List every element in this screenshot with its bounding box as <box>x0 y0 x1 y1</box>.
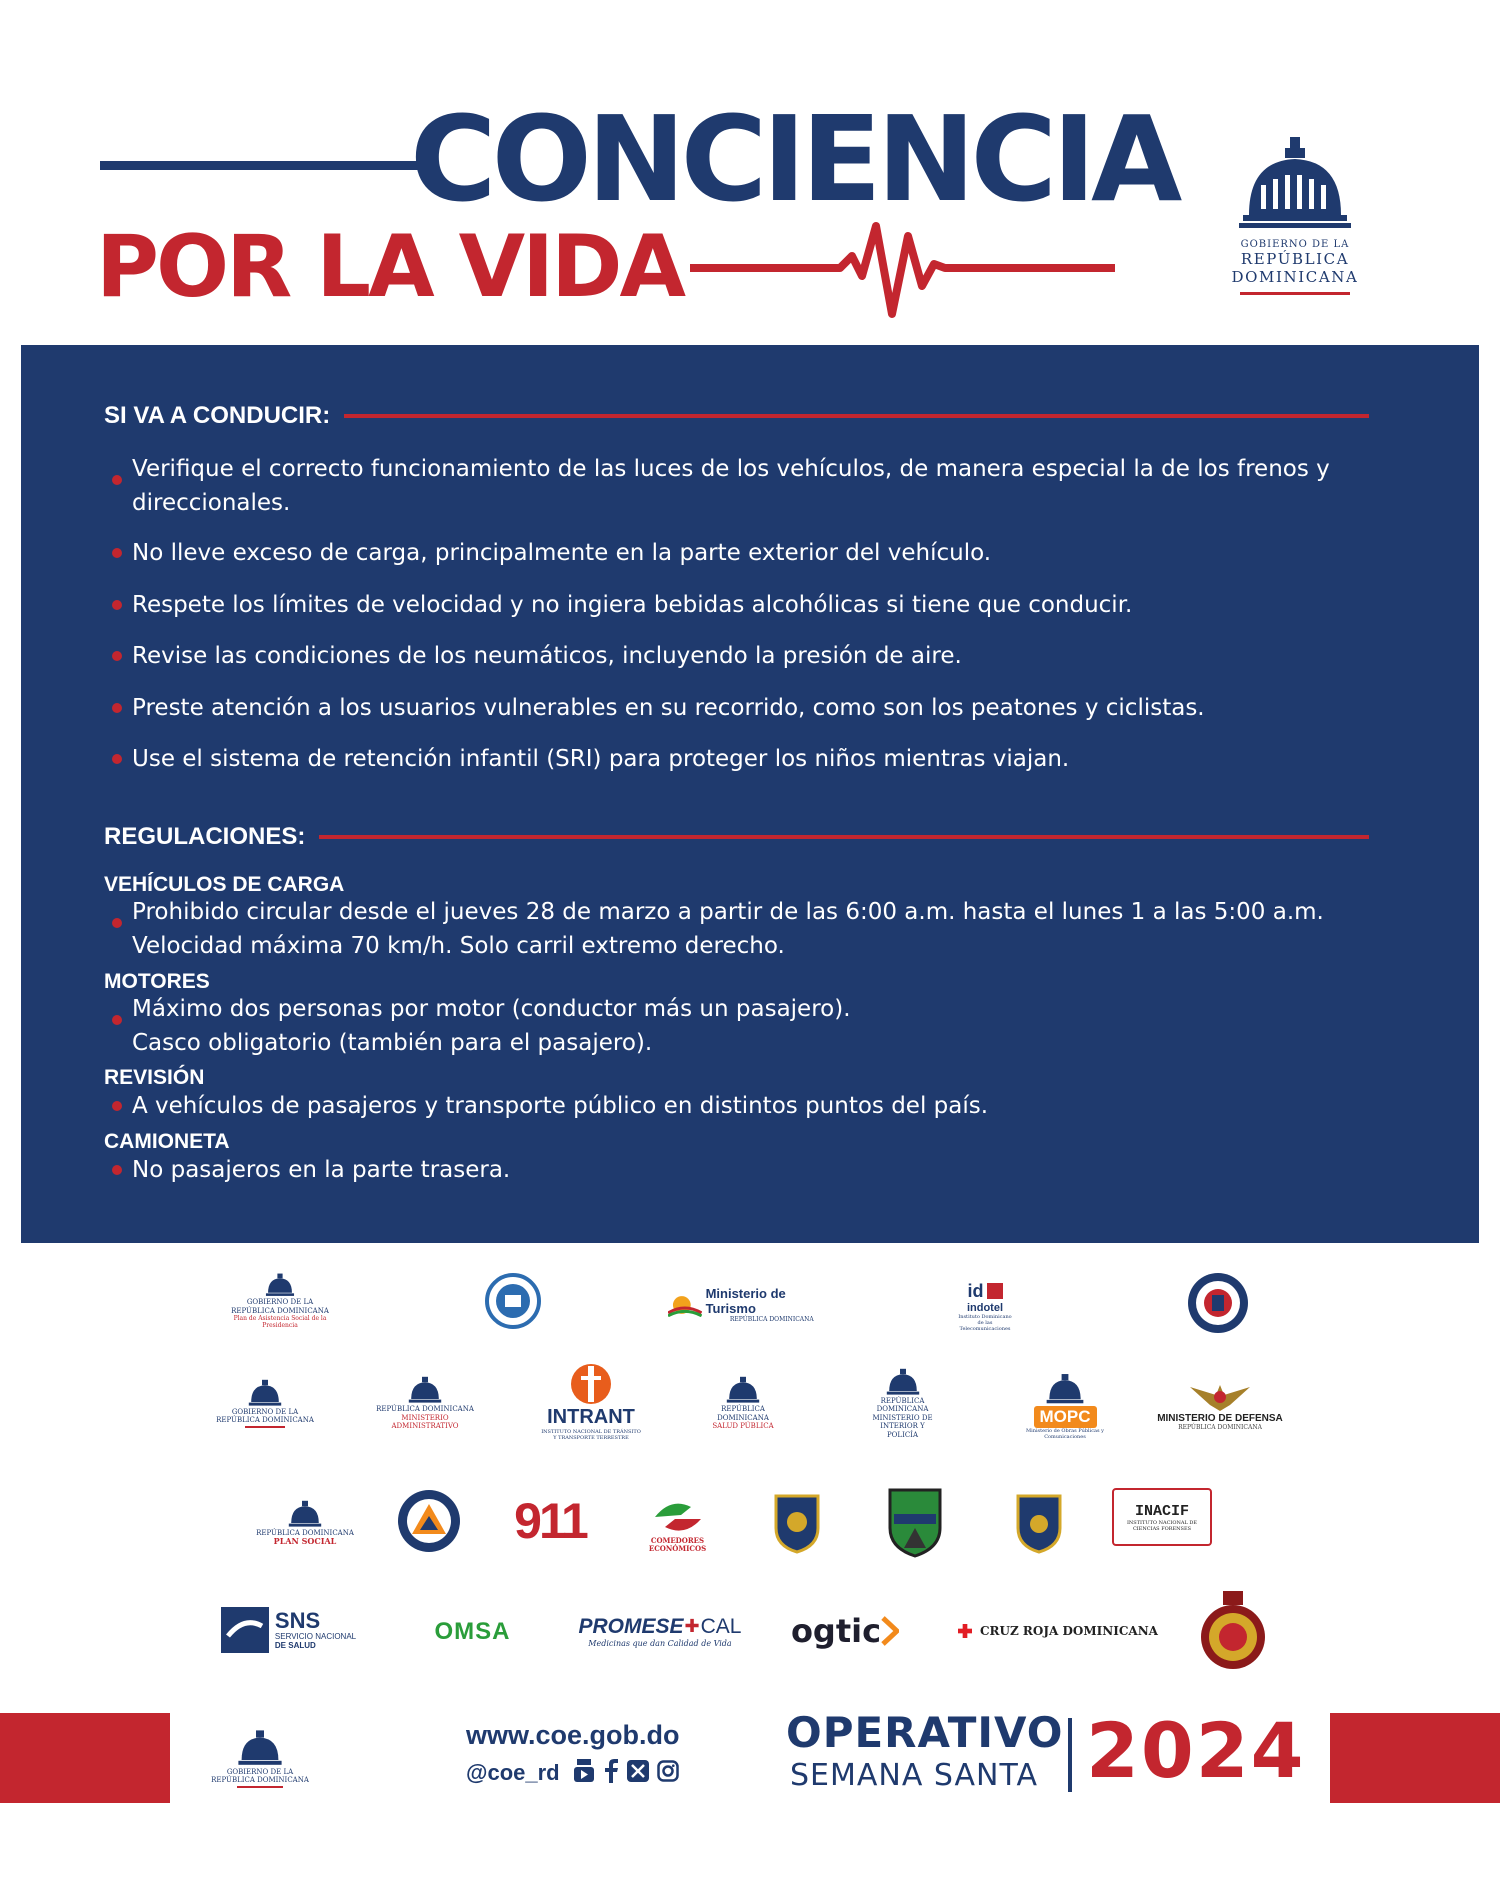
bullet-icon <box>112 475 122 485</box>
promese-cross-icon: ✚ <box>684 1616 700 1636</box>
list-item-text: Casco obligatorio (también para el pasajero). <box>132 1030 653 1056</box>
reg-title-motores: MOTORES <box>104 970 210 993</box>
list-item-text: No lleve exceso de carga, principalmente en la parte exterior del vehículo. <box>132 540 992 566</box>
logo-caption: Ministerio de Obras Públicas y Comunicaciones <box>1026 1428 1104 1440</box>
logo-text: OMSA <box>434 1618 511 1645</box>
x-twitter-icon[interactable] <box>627 1760 649 1782</box>
operativo-title: OPERATIVO <box>786 1708 1064 1757</box>
logo-text: CRUZ ROJA DOMINICANA <box>980 1624 1158 1638</box>
red-cross-icon <box>958 1610 972 1652</box>
armada-seal-icon <box>1186 1271 1250 1335</box>
dome-icon <box>263 1272 297 1298</box>
logo-policia-nacional <box>770 1490 824 1556</box>
bullet-icon <box>112 1101 122 1111</box>
logo-promese <box>565 1608 755 1654</box>
bullet-icon <box>112 754 122 764</box>
bomberos-seal-icon <box>1199 1589 1267 1673</box>
list-item-text: No pasajeros en la parte trasera. <box>132 1157 511 1183</box>
logo-caption: Instituto Dominicano de las Telecomunicaciones <box>958 1313 1012 1332</box>
gov-logo-small: GOBIERNO DE LA <box>1240 239 1350 250</box>
logo-caption: GOBIERNO DE LA <box>226 1767 294 1776</box>
politur-badge-icon <box>1014 1492 1064 1554</box>
logo-caption: Medicinas que dan Calidad de Vida <box>588 1638 732 1648</box>
logo-ogtic <box>780 1605 910 1657</box>
logo-text: PROMESE <box>578 1614 684 1638</box>
police-badge-icon <box>772 1492 822 1554</box>
logo-inacif <box>1112 1488 1212 1546</box>
logo-caption: REPÚBLICA DOMINICANA <box>729 1316 814 1324</box>
list-item <box>132 691 1432 725</box>
list-item-text: Máximo dos personas por motor (conductor más un pasajero). <box>132 996 851 1022</box>
title-decor-line <box>100 161 420 170</box>
logo-omsa <box>420 1612 525 1652</box>
section-driving-title: SI VA A CONDUCIR: <box>104 402 331 429</box>
section-divider <box>319 835 1369 839</box>
logo-caption: REPÚBLICA DOMINICANA <box>717 1405 769 1422</box>
logo-text: 911 <box>514 1493 586 1549</box>
logo-text: MINISTERIO DE DEFENSA <box>1157 1412 1283 1424</box>
logo-plan-social <box>255 1490 355 1556</box>
social-handle[interactable]: @coe_rd <box>466 1760 560 1785</box>
defensa-wings-icon <box>1190 1379 1250 1413</box>
dome-icon <box>405 1375 445 1405</box>
logo-plan-asistencia <box>225 1270 335 1332</box>
dome-icon <box>883 1367 923 1397</box>
logo-caption: SALUD PÚBLICA <box>712 1422 774 1431</box>
section-regulations-header <box>104 823 1369 851</box>
logo-ministerio-administrativo <box>370 1370 480 1436</box>
logo-text: MOPC <box>1034 1406 1097 1428</box>
logo-turismo <box>668 1285 838 1325</box>
footer-bar-right <box>1330 1713 1500 1803</box>
list-item <box>132 639 1432 673</box>
logo-caption: INSTITUTO NACIONAL DE TRÁNSITO Y TRANSPORTE TERRESTRE <box>541 1428 641 1441</box>
intrant-road-icon <box>571 1362 611 1406</box>
list-item <box>132 588 1432 622</box>
logo-bomberos <box>1198 1588 1268 1674</box>
comedores-hands-icon <box>651 1497 705 1537</box>
list-item <box>132 895 1432 963</box>
bullet-icon <box>112 1165 122 1175</box>
title-line-1: CONCIENCIA <box>410 90 1178 228</box>
logo-caption: GOBIERNO DE LA <box>246 1298 314 1307</box>
list-item-text: Verifique el correcto funcionamiento de las luces de los vehículos, de manera especial la de los frenos y direccionales. <box>132 456 1330 516</box>
bullet-icon <box>112 600 122 610</box>
logo-indotel <box>955 1280 1015 1332</box>
logo-911 <box>505 1492 595 1550</box>
list-item <box>132 992 1432 1060</box>
logo-caption: MINISTERIO DE INTERIOR Y POLICÍA <box>872 1413 933 1439</box>
section-driving-header <box>104 402 1369 430</box>
logo-salud-publica <box>698 1370 788 1436</box>
list-item-text: Prohibido circular desde el jueves 28 de marzo a partir de las 6:00 a.m. hasta el lunes 1 a las 5:00 a.m. <box>132 899 1324 925</box>
list-item-text: Revise las condiciones de los neumáticos, incluyendo la presión de aire. <box>132 643 962 669</box>
logo-rule <box>245 1426 285 1428</box>
logo-text: Ministerio de Turismo <box>705 1286 786 1317</box>
list-item <box>132 742 1432 776</box>
logo-caption: Plan de Asistencia Social de la Presidencia <box>233 1315 327 1330</box>
reg-title-carga: VEHÍCULOS DE CARGA <box>104 873 345 896</box>
dome-icon <box>285 1499 325 1529</box>
bullet-icon <box>112 703 122 713</box>
logo-defensa <box>1150 1370 1290 1440</box>
logo-caption: REPÚBLICA DOMINICANA <box>1178 1423 1262 1431</box>
list-item <box>132 536 1432 570</box>
dome-icon <box>245 1378 285 1408</box>
list-item <box>132 452 1432 520</box>
logo-digesett <box>885 1485 945 1559</box>
logo-caption: PLAN SOCIAL <box>273 1536 337 1547</box>
logo-text: INACIF <box>1134 1502 1189 1520</box>
logo-caption: SERVICIO NACIONAL <box>274 1632 357 1641</box>
footer-divider <box>1068 1718 1072 1792</box>
dome-icon <box>723 1375 763 1405</box>
dome-icon <box>235 1728 285 1768</box>
logo-gov-generic <box>215 1372 315 1434</box>
bullet-icon <box>112 651 122 661</box>
logo-caption: REPÚBLICA DOMINICANA <box>216 1416 314 1424</box>
section-regulations-title: REGULACIONES: <box>104 823 306 850</box>
list-item-text: A vehículos de pasajeros y transporte público en distintos puntos del país. <box>132 1093 989 1119</box>
logo-caption: REPÚBLICA DOMINICANA <box>211 1776 309 1784</box>
section-divider <box>344 414 1369 418</box>
logo-politur <box>1012 1490 1066 1556</box>
logo-rule <box>237 1786 283 1788</box>
logo-coe <box>484 1272 542 1330</box>
gov-logo-rule <box>1240 292 1350 295</box>
bullet-icon <box>112 1015 122 1025</box>
header <box>0 0 1500 345</box>
youtube-icon[interactable] <box>573 1758 595 1784</box>
logo-text: SNS <box>274 1608 321 1633</box>
bullet-icon <box>112 548 122 558</box>
logo-defensa-civil <box>395 1487 463 1555</box>
logo-text: ogtic <box>790 1612 882 1650</box>
sun-icon <box>668 1293 702 1317</box>
logo-text: indotel <box>966 1301 1004 1314</box>
list-item-text: Velocidad máxima 70 km/h. Solo carril extremo derecho. <box>132 933 785 959</box>
indotel-square-icon <box>987 1283 1003 1299</box>
logo-caption: REPÚBLICA DOMINICANA <box>231 1306 329 1315</box>
logo-mopc <box>1020 1360 1110 1452</box>
logo-text: COMEDORES ECONÓMICOS <box>648 1535 707 1553</box>
dome-icon <box>1235 135 1355 235</box>
logo-sns <box>213 1605 363 1655</box>
logo-intrant <box>536 1358 646 1444</box>
gov-logo-big: REPÚBLICA DOMINICANA <box>1231 250 1359 286</box>
list-item-text: Use el sistema de retención infantil (SRI) para proteger los niños mientras viajan. <box>132 746 1070 772</box>
social-icons <box>573 1758 679 1784</box>
instagram-icon[interactable] <box>657 1760 679 1782</box>
list-item <box>132 1089 1432 1123</box>
gov-logo <box>1180 135 1410 295</box>
defensa-civil-seal-icon <box>396 1488 462 1554</box>
logo-caption: REPÚBLICA DOMINICANA <box>376 1405 474 1414</box>
list-item-text: Preste atención a los usuarios vulnerables en su recorrido, como son los peatones y ciclistas. <box>132 695 1205 721</box>
year-label: 2024 <box>1086 1706 1306 1795</box>
list-item <box>132 1153 1432 1187</box>
ogtic-chevron-icon <box>881 1616 899 1646</box>
reg-title-revision: REVISIÓN <box>104 1066 205 1089</box>
digesett-badge-icon <box>886 1486 944 1558</box>
logo-text: CAL <box>700 1614 742 1638</box>
logo-caption: DE SALUD <box>274 1641 316 1650</box>
logo-caption: GOBIERNO DE LA <box>231 1407 299 1416</box>
logo-text: INTRANT <box>547 1405 635 1428</box>
logo-armada <box>1185 1270 1251 1336</box>
dome-icon <box>1043 1372 1087 1406</box>
operativo-subtitle: SEMANA SANTA <box>790 1758 1038 1793</box>
heartbeat-line-icon <box>690 216 1115 321</box>
logo-cruz-roja <box>958 1608 1158 1654</box>
logo-interior-policia <box>855 1365 950 1441</box>
bullet-icon <box>112 918 122 928</box>
indotel-id-mark: id <box>967 1280 984 1301</box>
logo-comedores <box>640 1485 715 1565</box>
logo-caption: REPÚBLICA DOMINICANA <box>876 1397 929 1414</box>
logo-caption: REPÚBLICA DOMINICANA <box>256 1529 354 1537</box>
coe-seal-icon <box>485 1273 541 1329</box>
footer-bar-left <box>0 1713 170 1803</box>
reg-title-camioneta: CAMIONETA <box>104 1130 230 1153</box>
title-line-2: POR LA VIDA <box>96 217 684 317</box>
sns-hands-icon <box>220 1606 270 1654</box>
logo-caption: INSTITUTO NACIONAL DE CIENCIAS FORENSES <box>1126 1519 1198 1532</box>
logo-caption: MINISTERIO ADMINISTRATIVO <box>391 1413 459 1431</box>
footer-gov-logo <box>205 1718 315 1798</box>
website-link[interactable]: www.coe.gob.do <box>466 1720 680 1750</box>
list-item-text: Respete los límites de velocidad y no ingiera bebidas alcohólicas si tiene que conducir. <box>132 592 1133 618</box>
facebook-icon[interactable] <box>603 1759 619 1783</box>
